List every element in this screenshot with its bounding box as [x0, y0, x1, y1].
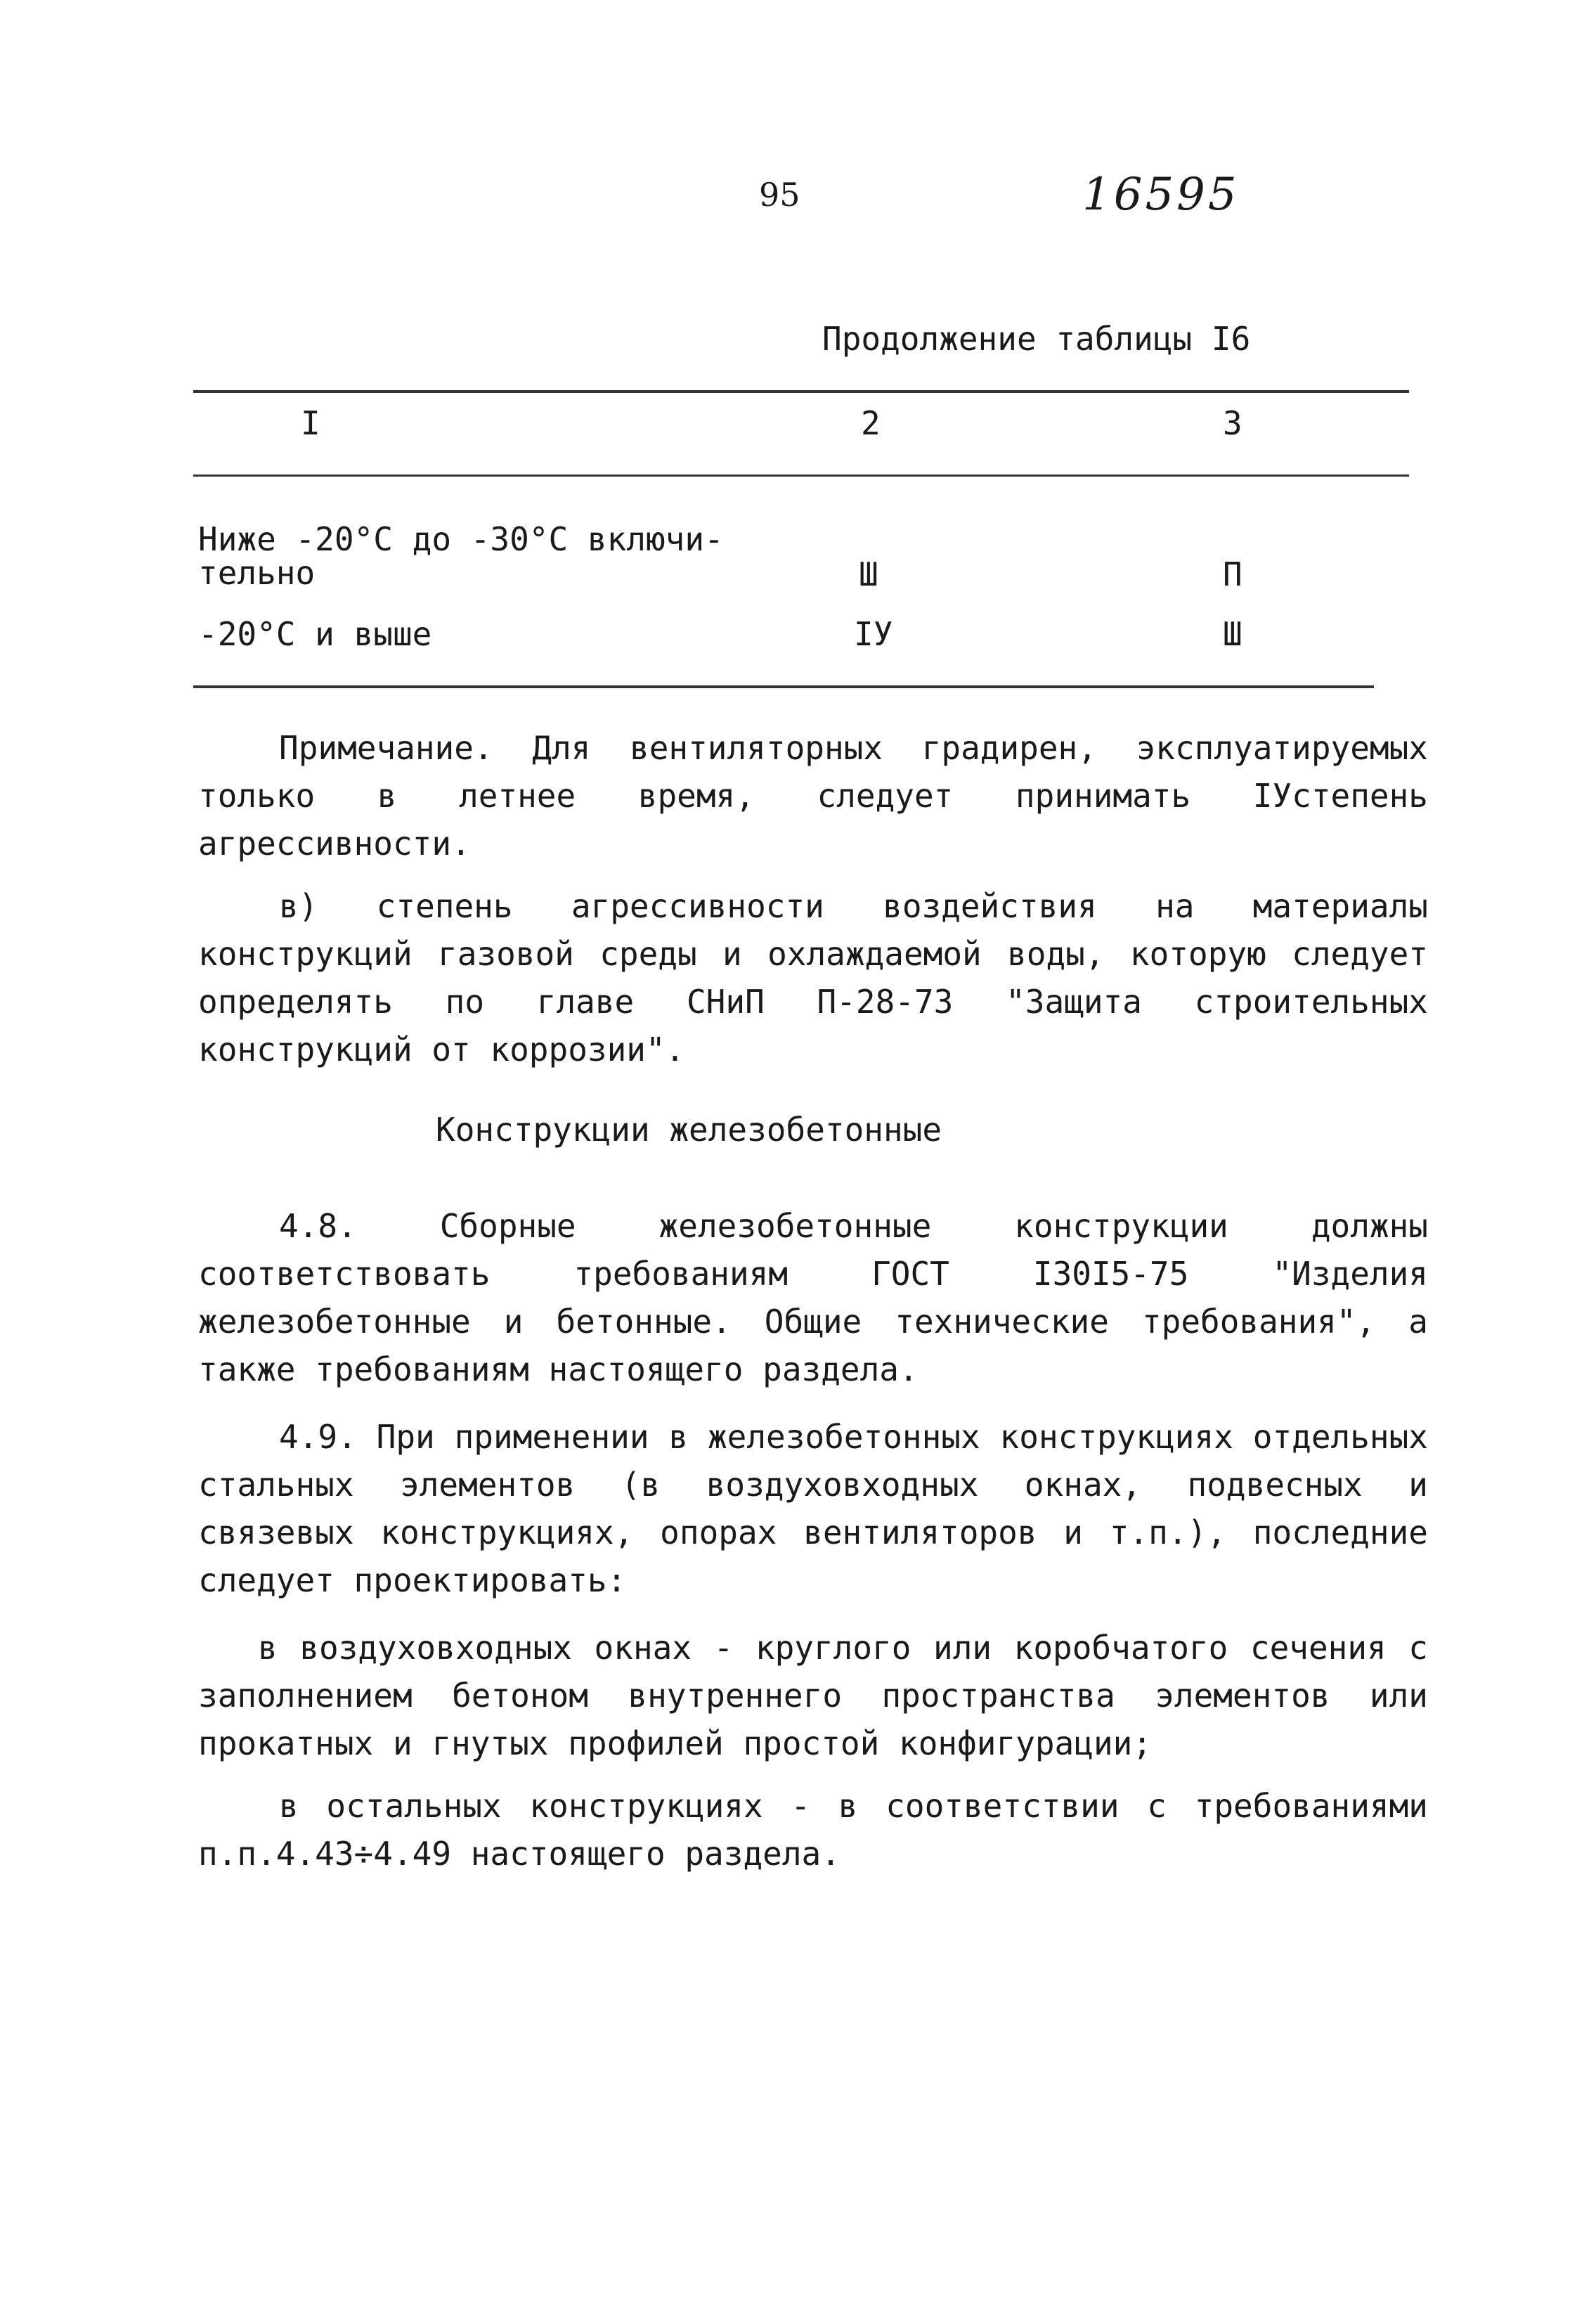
table-row-2-col3: Ш: [1223, 615, 1242, 653]
page-number: 95: [759, 176, 800, 214]
clause-4-9-paragraph: 4.9. При применении в железобетонных конструкциях отдельных стальных элементов (в воздуховходных окнах, подвесных и связевых конструкциях, опорах вентиляторов и т.п.), последние следует проектировать:: [198, 1418, 1428, 1599]
note-paragraph: Примечание. Для вентиляторных градирен, эксплуатируемых только в летнее время, следует принимать IУстепень агрессивности.: [198, 729, 1428, 863]
list-item-air-inlets: в воздуховходных окнах - круглого или коробчатого сечения с заполнением бетоном внутреннего пространства элементов или прокатных и гнутых профилей простой конфигурации;: [198, 1629, 1428, 1762]
table-caption: Продолжение таблицы I6: [822, 320, 1251, 358]
clause-4-9-block: [198, 1413, 1428, 1604]
table-top-rule: [193, 390, 1409, 393]
table-row-1-col2: Ш: [859, 555, 878, 593]
clause-4-8-paragraph: 4.8. Сборные железобетонные конструкции должны соответствовать требованиям ГОСТ I30I5-75 "Изделия железобетонные и бетонные. Общие технические требования", а также требованиям настоящего раздела.: [198, 1207, 1428, 1388]
table-row-1-col3: П: [1223, 555, 1242, 593]
list-item-other-structures-block: [198, 1782, 1428, 1878]
table-header-rule: [193, 475, 1409, 477]
clause-4-8-block: [198, 1202, 1428, 1393]
table-row-2-col2: IУ: [854, 615, 893, 653]
column-header-2: 2: [861, 404, 881, 442]
column-header-1: I: [301, 404, 320, 442]
document-code: 16595: [1082, 169, 1240, 221]
section-heading: Конструкции железобетонные: [436, 1111, 942, 1149]
item-v-block: [198, 882, 1428, 1073]
item-v-paragraph: в) степень агрессивности воздействия на материалы конструкций газовой среды и охлаждаемой воды, которую следует определять по главе СНиП П-28-73 "Защита строительных конструкций от коррозии".: [198, 887, 1428, 1069]
table-row-2-col1: -20°С и выше: [198, 615, 432, 653]
note-block: [198, 724, 1428, 867]
table-row-1-col1-line2: тельно: [198, 554, 316, 592]
list-item-other-structures: в остальных конструкциях - в соответствии с требованиями п.п.4.43÷4.49 настоящего раздела.: [198, 1787, 1428, 1873]
table-bottom-rule: [193, 685, 1374, 688]
column-header-3: 3: [1223, 404, 1242, 442]
list-item-air-inlets-block: [198, 1624, 1428, 1767]
table-row-1-col1-line1: Ниже -20°С до -30°С включи-: [198, 520, 724, 558]
